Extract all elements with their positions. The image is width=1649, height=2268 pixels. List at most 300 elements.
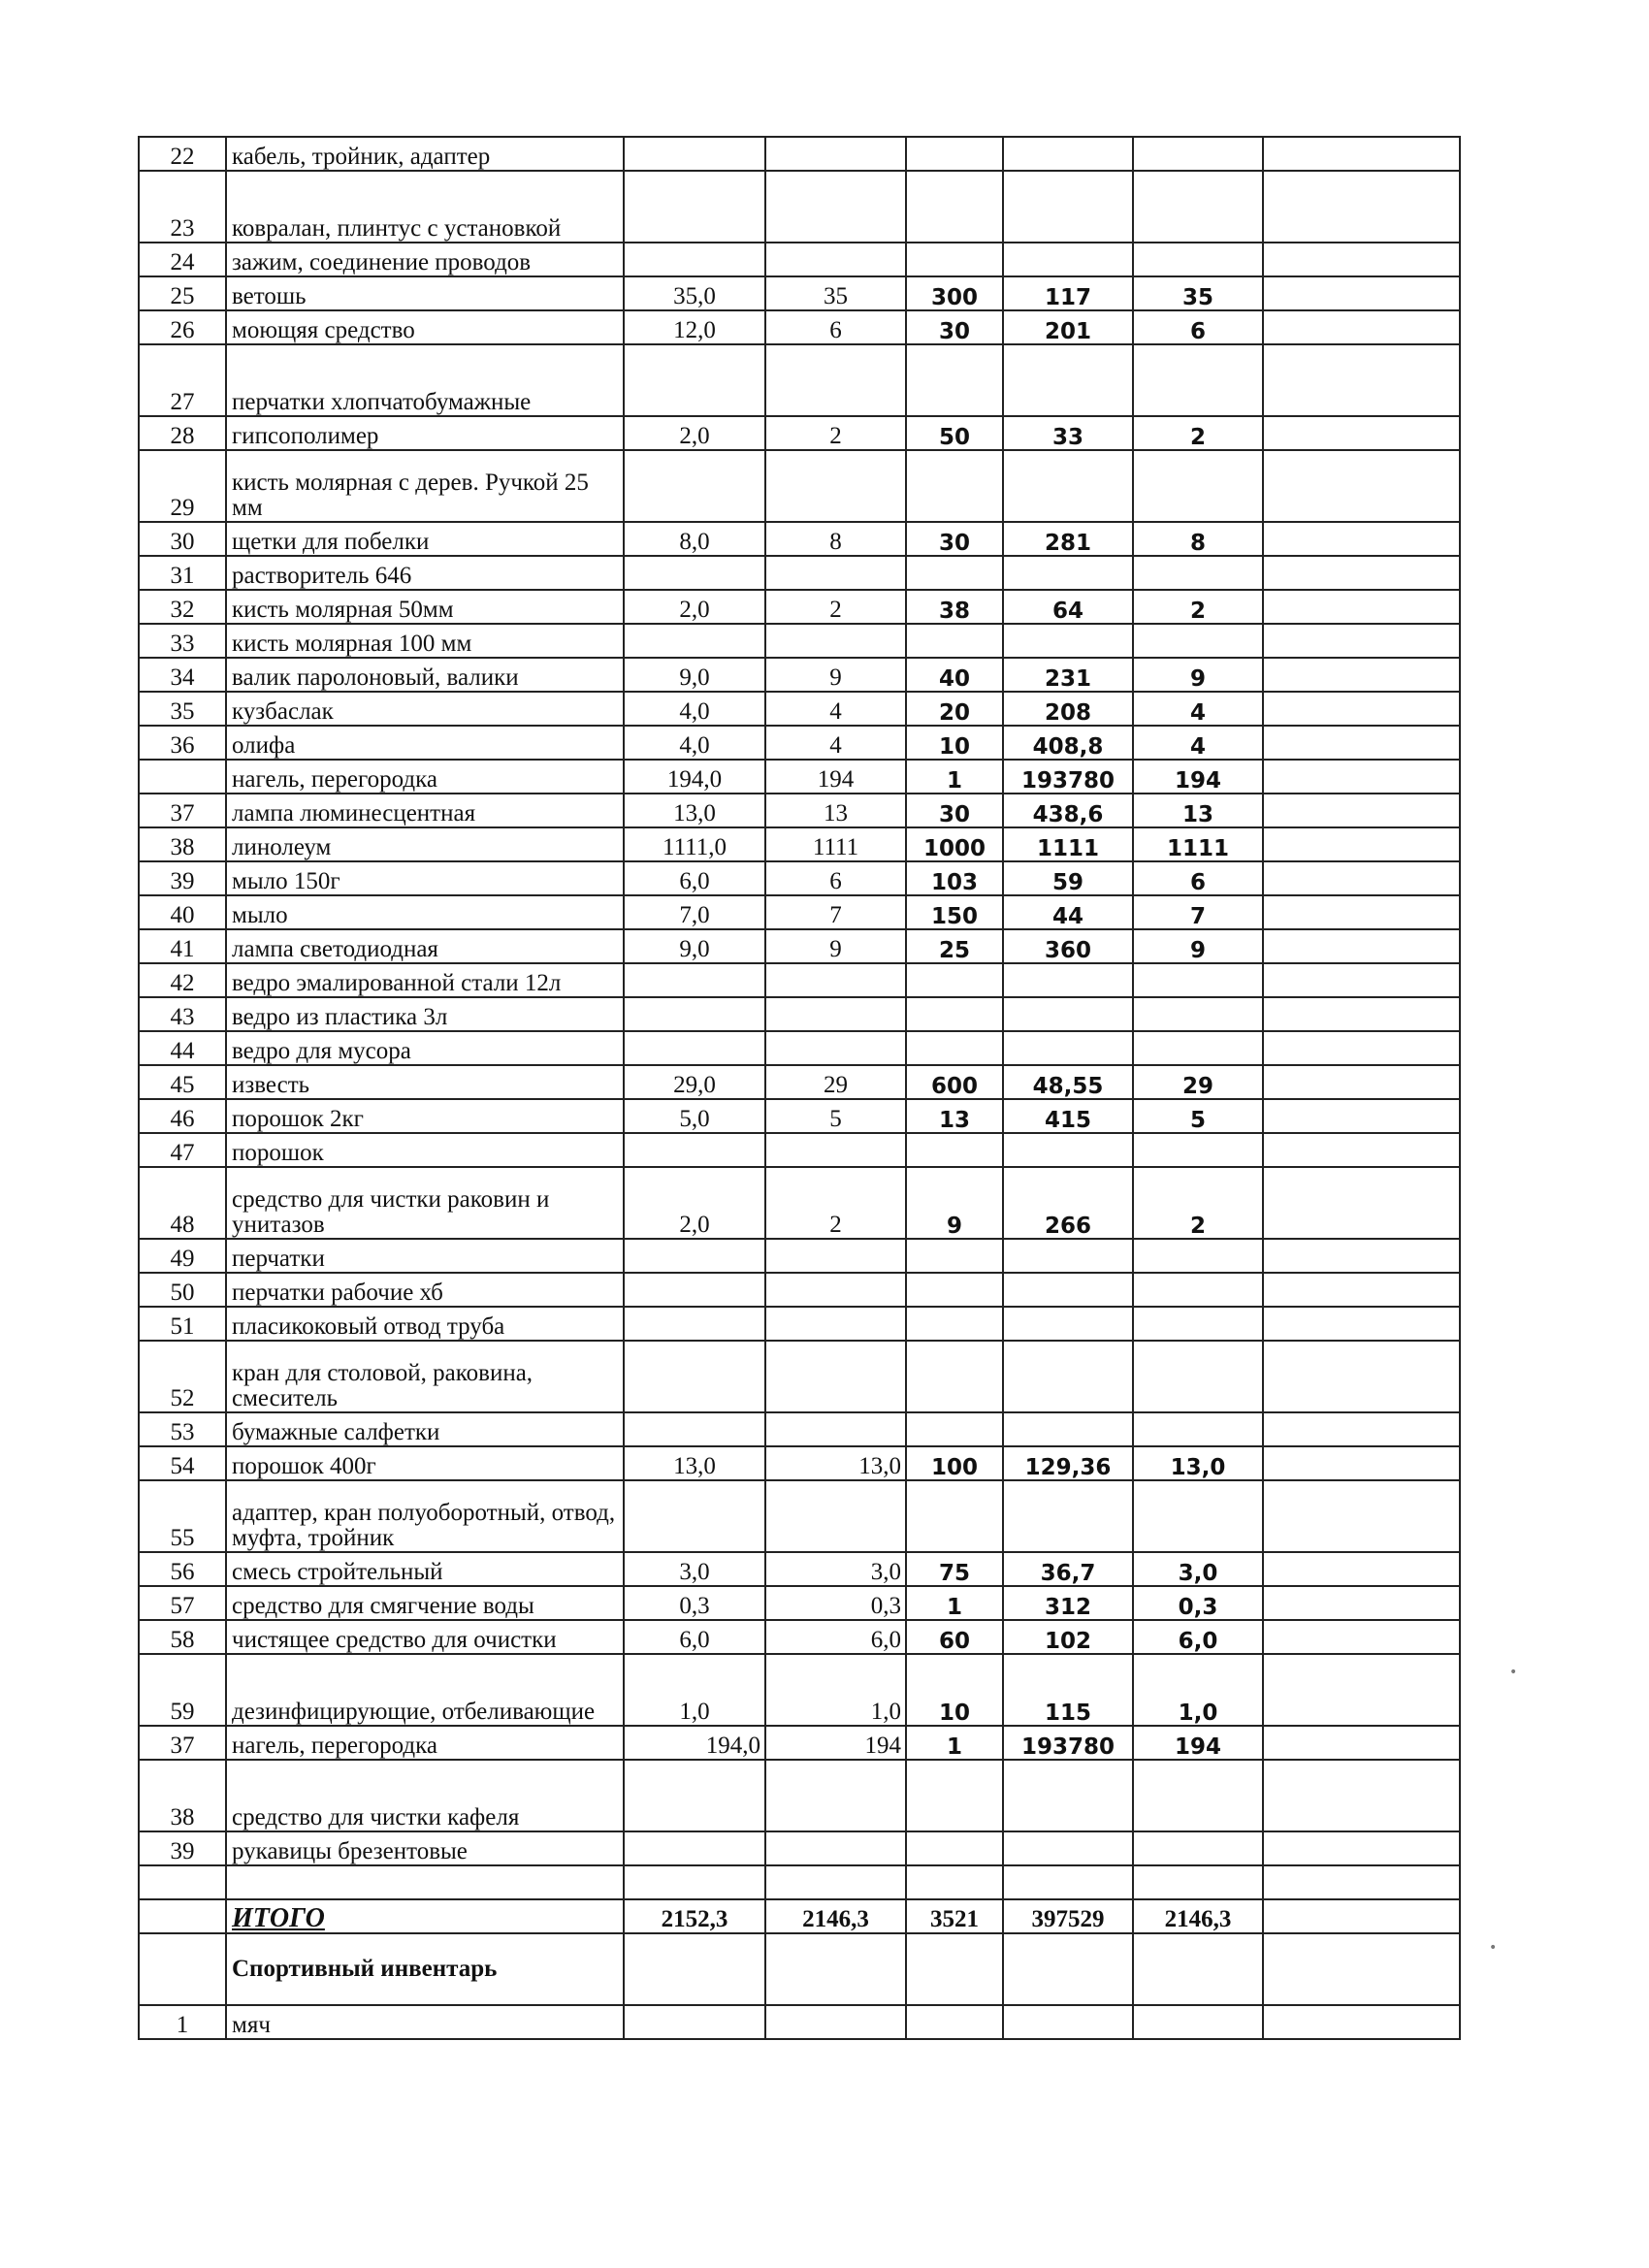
item-name-cell: чистящее средство для очистки: [226, 1620, 624, 1654]
total-quantity-cell: [1133, 243, 1263, 276]
table-row: [139, 929, 1460, 963]
total-quantity-cell: [1133, 1031, 1263, 1065]
table-row: [139, 1065, 1460, 1099]
quantity-balance-cell: [765, 1831, 906, 1865]
total-quantity-cell: 194: [1133, 1726, 1263, 1760]
notes-cell: [1263, 1899, 1460, 1933]
quantity-cell: 13,0: [624, 1446, 765, 1480]
quantity-balance-cell: [765, 1133, 906, 1167]
quantity-balance-cell: 6: [765, 861, 906, 895]
quantity-balance-cell: 0,3: [765, 1586, 906, 1620]
item-name-cell: моющяя средство: [226, 310, 624, 344]
quantity-balance-cell: 29: [765, 1065, 906, 1099]
price-cell: 10: [906, 1654, 1003, 1726]
row-number-cell: 54: [139, 1446, 226, 1480]
price-cell: [906, 2005, 1003, 2039]
total-quantity-cell: 2: [1133, 590, 1263, 624]
price-cell: [906, 963, 1003, 997]
table-row: [139, 895, 1460, 929]
table-row: [139, 861, 1460, 895]
amount-cell: 44: [1003, 895, 1133, 929]
item-name-cell: мяч: [226, 2005, 624, 2039]
item-name-cell: кисть молярная 100 мм: [226, 624, 624, 658]
quantity-cell: [624, 137, 765, 171]
row-number-cell: 51: [139, 1307, 226, 1341]
amount-cell: 438,6: [1003, 794, 1133, 827]
row-number-cell: 42: [139, 963, 226, 997]
quantity-cell: [624, 1273, 765, 1307]
notes-cell: [1263, 416, 1460, 450]
amount-cell: 415: [1003, 1099, 1133, 1133]
quantity-balance-cell: 6,0: [765, 1620, 906, 1654]
notes-cell: [1263, 929, 1460, 963]
row-number-cell: [139, 1899, 226, 1933]
row-number-cell: 34: [139, 658, 226, 692]
item-name-cell: валик паролоновый, валики: [226, 658, 624, 692]
item-name-cell: смесь стройтельный: [226, 1552, 624, 1586]
quantity-balance-cell: [765, 1239, 906, 1273]
price-cell: [906, 344, 1003, 416]
quantity-balance-cell: [765, 1865, 906, 1899]
row-number-cell: [139, 760, 226, 794]
total-quantity-cell: 9: [1133, 658, 1263, 692]
price-cell: [906, 1307, 1003, 1341]
price-cell: [906, 556, 1003, 590]
table-row: [139, 1133, 1460, 1167]
row-number-cell: 35: [139, 692, 226, 726]
item-name-cell: зажим, соединение проводов: [226, 243, 624, 276]
quantity-cell: [624, 344, 765, 416]
row-number-cell: [139, 1933, 226, 2005]
quantity-cell: [624, 624, 765, 658]
table-row: [139, 1307, 1460, 1341]
item-name-cell: рукавицы брезентовые: [226, 1831, 624, 1865]
table-row: [139, 997, 1460, 1031]
total-quantity-cell: [1133, 997, 1263, 1031]
amount-cell: 129,36: [1003, 1446, 1133, 1480]
table-row: [139, 827, 1460, 861]
quantity-balance-cell: 9: [765, 658, 906, 692]
row-number-cell: 53: [139, 1412, 226, 1446]
table-row: [139, 1239, 1460, 1273]
quantity-balance-cell: 2146,3: [765, 1899, 906, 1933]
row-number-cell: 32: [139, 590, 226, 624]
table-row: [139, 658, 1460, 692]
notes-cell: [1263, 1307, 1460, 1341]
total-quantity-cell: 6,0: [1133, 1620, 1263, 1654]
price-cell: [906, 450, 1003, 522]
quantity-balance-cell: 4: [765, 726, 906, 760]
notes-cell: [1263, 1552, 1460, 1586]
notes-cell: [1263, 137, 1460, 171]
table-row: [139, 1654, 1460, 1726]
price-cell: [906, 1239, 1003, 1273]
amount-cell: 117: [1003, 276, 1133, 310]
scan-speck: •: [1509, 1665, 1518, 1680]
quantity-balance-cell: 2: [765, 416, 906, 450]
row-number-cell: 39: [139, 861, 226, 895]
row-number-cell: 37: [139, 794, 226, 827]
notes-cell: [1263, 1586, 1460, 1620]
item-name-cell: средство для чистки кафеля: [226, 1760, 624, 1831]
table-row: [139, 1552, 1460, 1586]
price-cell: [906, 1133, 1003, 1167]
price-cell: [906, 243, 1003, 276]
notes-cell: [1263, 344, 1460, 416]
table-row: [139, 344, 1460, 416]
item-name-cell: пласикоковый отвод труба: [226, 1307, 624, 1341]
price-cell: 150: [906, 895, 1003, 929]
quantity-cell: 8,0: [624, 522, 765, 556]
quantity-cell: [624, 1865, 765, 1899]
item-name-cell: ведро из пластика 3л: [226, 997, 624, 1031]
amount-cell: 115: [1003, 1654, 1133, 1726]
row-number-cell: 43: [139, 997, 226, 1031]
notes-cell: [1263, 1760, 1460, 1831]
row-number-cell: 30: [139, 522, 226, 556]
quantity-balance-cell: [765, 1933, 906, 2005]
row-number-cell: 50: [139, 1273, 226, 1307]
price-cell: [906, 1933, 1003, 2005]
item-name-cell: порошок: [226, 1133, 624, 1167]
total-quantity-cell: [1133, 1341, 1263, 1412]
quantity-cell: 6,0: [624, 861, 765, 895]
quantity-balance-cell: [765, 1412, 906, 1446]
quantity-balance-cell: 1111: [765, 827, 906, 861]
total-quantity-cell: 1,0: [1133, 1654, 1263, 1726]
amount-cell: [1003, 997, 1133, 1031]
notes-cell: [1263, 1446, 1460, 1480]
quantity-cell: 5,0: [624, 1099, 765, 1133]
table-row: [139, 556, 1460, 590]
row-number-cell: 40: [139, 895, 226, 929]
notes-cell: [1263, 1031, 1460, 1065]
quantity-balance-cell: 2: [765, 1167, 906, 1239]
notes-cell: [1263, 556, 1460, 590]
quantity-cell: 9,0: [624, 929, 765, 963]
notes-cell: [1263, 1933, 1460, 2005]
row-number-cell: 33: [139, 624, 226, 658]
quantity-balance-cell: [765, 137, 906, 171]
amount-cell: [1003, 171, 1133, 243]
price-cell: [906, 137, 1003, 171]
total-quantity-cell: 29: [1133, 1065, 1263, 1099]
price-cell: [906, 1031, 1003, 1065]
row-number-cell: 36: [139, 726, 226, 760]
total-quantity-cell: [1133, 137, 1263, 171]
notes-cell: [1263, 522, 1460, 556]
item-name-cell: кисть молярная с дерев. Ручкой 25 мм: [226, 450, 624, 522]
notes-cell: [1263, 624, 1460, 658]
amount-cell: [1003, 344, 1133, 416]
total-quantity-cell: [1133, 1760, 1263, 1831]
price-cell: 1000: [906, 827, 1003, 861]
notes-cell: [1263, 861, 1460, 895]
item-name-cell: порошок 400г: [226, 1446, 624, 1480]
amount-cell: 397529: [1003, 1899, 1133, 1933]
table-row: [139, 760, 1460, 794]
price-cell: 10: [906, 726, 1003, 760]
total-quantity-cell: [1133, 963, 1263, 997]
notes-cell: [1263, 1099, 1460, 1133]
quantity-cell: [624, 556, 765, 590]
total-quantity-cell: [1133, 624, 1263, 658]
row-number-cell: 44: [139, 1031, 226, 1065]
total-quantity-cell: 13,0: [1133, 1446, 1263, 1480]
quantity-balance-cell: [765, 450, 906, 522]
item-name-cell: перчатки хлопчатобумажные: [226, 344, 624, 416]
price-cell: [906, 171, 1003, 243]
amount-cell: 36,7: [1003, 1552, 1133, 1586]
table-row: [139, 1865, 1460, 1899]
amount-cell: [1003, 1480, 1133, 1552]
amount-cell: 1111: [1003, 827, 1133, 861]
notes-cell: [1263, 1620, 1460, 1654]
amount-cell: [1003, 1831, 1133, 1865]
item-name-cell: перчатки рабочие хб: [226, 1273, 624, 1307]
total-quantity-cell: [1133, 1239, 1263, 1273]
amount-cell: [1003, 1760, 1133, 1831]
total-quantity-cell: 194: [1133, 760, 1263, 794]
notes-cell: [1263, 726, 1460, 760]
amount-cell: 201: [1003, 310, 1133, 344]
total-quantity-cell: 35: [1133, 276, 1263, 310]
quantity-cell: 2,0: [624, 590, 765, 624]
table-row: [139, 1341, 1460, 1412]
quantity-balance-cell: [765, 624, 906, 658]
notes-cell: [1263, 2005, 1460, 2039]
total-quantity-cell: [1133, 1412, 1263, 1446]
amount-cell: 102: [1003, 1620, 1133, 1654]
quantity-balance-cell: 8: [765, 522, 906, 556]
notes-cell: [1263, 963, 1460, 997]
price-cell: 50: [906, 416, 1003, 450]
item-name-cell: Спортивный инвентарь: [226, 1933, 624, 2005]
notes-cell: [1263, 827, 1460, 861]
quantity-balance-cell: 35: [765, 276, 906, 310]
total-quantity-cell: [1133, 1933, 1263, 2005]
amount-cell: 231: [1003, 658, 1133, 692]
price-cell: 13: [906, 1099, 1003, 1133]
table-row: [139, 1446, 1460, 1480]
notes-cell: [1263, 1167, 1460, 1239]
amount-cell: [1003, 1133, 1133, 1167]
notes-cell: [1263, 450, 1460, 522]
notes-cell: [1263, 1065, 1460, 1099]
row-number-cell: 45: [139, 1065, 226, 1099]
item-name-cell: лампа люминесцентная: [226, 794, 624, 827]
row-number-cell: 59: [139, 1654, 226, 1726]
item-name-cell: ковралан, плинтус с установкой: [226, 171, 624, 243]
amount-cell: [1003, 556, 1133, 590]
price-cell: 600: [906, 1065, 1003, 1099]
quantity-cell: 4,0: [624, 692, 765, 726]
quantity-cell: 6,0: [624, 1620, 765, 1654]
amount-cell: 208: [1003, 692, 1133, 726]
row-number-cell: 31: [139, 556, 226, 590]
total-quantity-cell: 0,3: [1133, 1586, 1263, 1620]
table-row: [139, 692, 1460, 726]
price-cell: 75: [906, 1552, 1003, 1586]
row-number-cell: 52: [139, 1341, 226, 1412]
price-cell: 3521: [906, 1899, 1003, 1933]
amount-cell: 281: [1003, 522, 1133, 556]
item-name-cell: [226, 1865, 624, 1899]
row-number-cell: 39: [139, 1831, 226, 1865]
price-cell: 30: [906, 522, 1003, 556]
price-cell: [906, 1760, 1003, 1831]
quantity-cell: [624, 1031, 765, 1065]
item-name-cell: кран для столовой, раковина, смеситель: [226, 1341, 624, 1412]
quantity-balance-cell: 9: [765, 929, 906, 963]
inventory-table: [138, 136, 1461, 2040]
notes-cell: [1263, 1273, 1460, 1307]
quantity-cell: 7,0: [624, 895, 765, 929]
row-number-cell: 25: [139, 276, 226, 310]
table-row: [139, 450, 1460, 522]
item-name-cell: кабель, тройник, адаптер: [226, 137, 624, 171]
quantity-cell: [624, 1133, 765, 1167]
notes-cell: [1263, 760, 1460, 794]
quantity-balance-cell: [765, 1760, 906, 1831]
row-number-cell: [139, 1865, 226, 1899]
quantity-cell: 2,0: [624, 416, 765, 450]
table-row: [139, 137, 1460, 171]
item-name-cell: средство для смягчение воды: [226, 1586, 624, 1620]
quantity-cell: [624, 1831, 765, 1865]
price-cell: 1: [906, 1586, 1003, 1620]
quantity-cell: 29,0: [624, 1065, 765, 1099]
quantity-cell: [624, 1239, 765, 1273]
amount-cell: [1003, 1031, 1133, 1065]
price-cell: [906, 1341, 1003, 1412]
notes-cell: [1263, 1654, 1460, 1726]
amount-cell: 59: [1003, 861, 1133, 895]
table-row: [139, 1726, 1460, 1760]
price-cell: [906, 1480, 1003, 1552]
quantity-cell: [624, 243, 765, 276]
quantity-cell: [624, 997, 765, 1031]
price-cell: 60: [906, 1620, 1003, 1654]
quantity-cell: [624, 1760, 765, 1831]
quantity-balance-cell: 5: [765, 1099, 906, 1133]
quantity-cell: [624, 450, 765, 522]
quantity-balance-cell: 13: [765, 794, 906, 827]
amount-cell: [1003, 1307, 1133, 1341]
total-quantity-cell: 4: [1133, 726, 1263, 760]
price-cell: 30: [906, 310, 1003, 344]
item-name-cell: порошок 2кг: [226, 1099, 624, 1133]
table-row: [139, 2005, 1460, 2039]
row-number-cell: 38: [139, 827, 226, 861]
quantity-cell: [624, 1480, 765, 1552]
inventory-table-body: [139, 137, 1460, 2039]
notes-cell: [1263, 1865, 1460, 1899]
quantity-cell: 1111,0: [624, 827, 765, 861]
table-row: [139, 590, 1460, 624]
total-quantity-cell: [1133, 1133, 1263, 1167]
quantity-balance-cell: [765, 1341, 906, 1412]
row-number-cell: 29: [139, 450, 226, 522]
notes-cell: [1263, 997, 1460, 1031]
row-number-cell: 41: [139, 929, 226, 963]
quantity-cell: 0,3: [624, 1586, 765, 1620]
section-row: [139, 1933, 1460, 2005]
quantity-cell: 35,0: [624, 276, 765, 310]
item-name-cell: олифа: [226, 726, 624, 760]
row-number-cell: 37: [139, 1726, 226, 1760]
price-cell: 1: [906, 760, 1003, 794]
notes-cell: [1263, 1726, 1460, 1760]
amount-cell: [1003, 1412, 1133, 1446]
item-name-cell: линолеум: [226, 827, 624, 861]
total-quantity-cell: 2: [1133, 1167, 1263, 1239]
amount-cell: [1003, 624, 1133, 658]
notes-cell: [1263, 590, 1460, 624]
quantity-cell: [624, 1341, 765, 1412]
total-quantity-cell: [1133, 450, 1263, 522]
total-quantity-cell: [1133, 1865, 1263, 1899]
quantity-balance-cell: [765, 243, 906, 276]
row-number-cell: 56: [139, 1552, 226, 1586]
scan-speck: •: [1489, 1940, 1498, 1956]
row-number-cell: 57: [139, 1586, 226, 1620]
total-quantity-cell: [1133, 1273, 1263, 1307]
item-name-cell: перчатки: [226, 1239, 624, 1273]
item-name-cell: ветошь: [226, 276, 624, 310]
quantity-balance-cell: 194: [765, 760, 906, 794]
total-quantity-cell: [1133, 2005, 1263, 2039]
quantity-balance-cell: 13,0: [765, 1446, 906, 1480]
quantity-balance-cell: [765, 997, 906, 1031]
row-number-cell: 55: [139, 1480, 226, 1552]
price-cell: [906, 997, 1003, 1031]
row-number-cell: 26: [139, 310, 226, 344]
item-name-cell: дезинфицирующие, отбеливающие: [226, 1654, 624, 1726]
table-row: [139, 1831, 1460, 1865]
price-cell: 38: [906, 590, 1003, 624]
notes-cell: [1263, 1480, 1460, 1552]
amount-cell: [1003, 1865, 1133, 1899]
quantity-cell: 3,0: [624, 1552, 765, 1586]
quantity-cell: [624, 2005, 765, 2039]
amount-cell: 64: [1003, 590, 1133, 624]
amount-cell: [1003, 1239, 1133, 1273]
table-row: [139, 416, 1460, 450]
item-name-cell: средство для чистки раковин и унитазов: [226, 1167, 624, 1239]
total-quantity-cell: 1111: [1133, 827, 1263, 861]
notes-cell: [1263, 658, 1460, 692]
notes-cell: [1263, 692, 1460, 726]
quantity-cell: 2152,3: [624, 1899, 765, 1933]
item-name-cell: нагель, перегородка: [226, 1726, 624, 1760]
row-number-cell: 47: [139, 1133, 226, 1167]
price-cell: [906, 1831, 1003, 1865]
amount-cell: [1003, 450, 1133, 522]
table-row: [139, 1273, 1460, 1307]
quantity-cell: [624, 963, 765, 997]
quantity-balance-cell: 4: [765, 692, 906, 726]
item-name-cell: мыло 150г: [226, 861, 624, 895]
notes-cell: [1263, 1341, 1460, 1412]
item-name-cell: адаптер, кран полуоборотный, отвод, муфта, тройник: [226, 1480, 624, 1552]
quantity-balance-cell: [765, 171, 906, 243]
price-cell: 103: [906, 861, 1003, 895]
total-quantity-cell: 9: [1133, 929, 1263, 963]
amount-cell: [1003, 1341, 1133, 1412]
notes-cell: [1263, 1831, 1460, 1865]
price-cell: 300: [906, 276, 1003, 310]
